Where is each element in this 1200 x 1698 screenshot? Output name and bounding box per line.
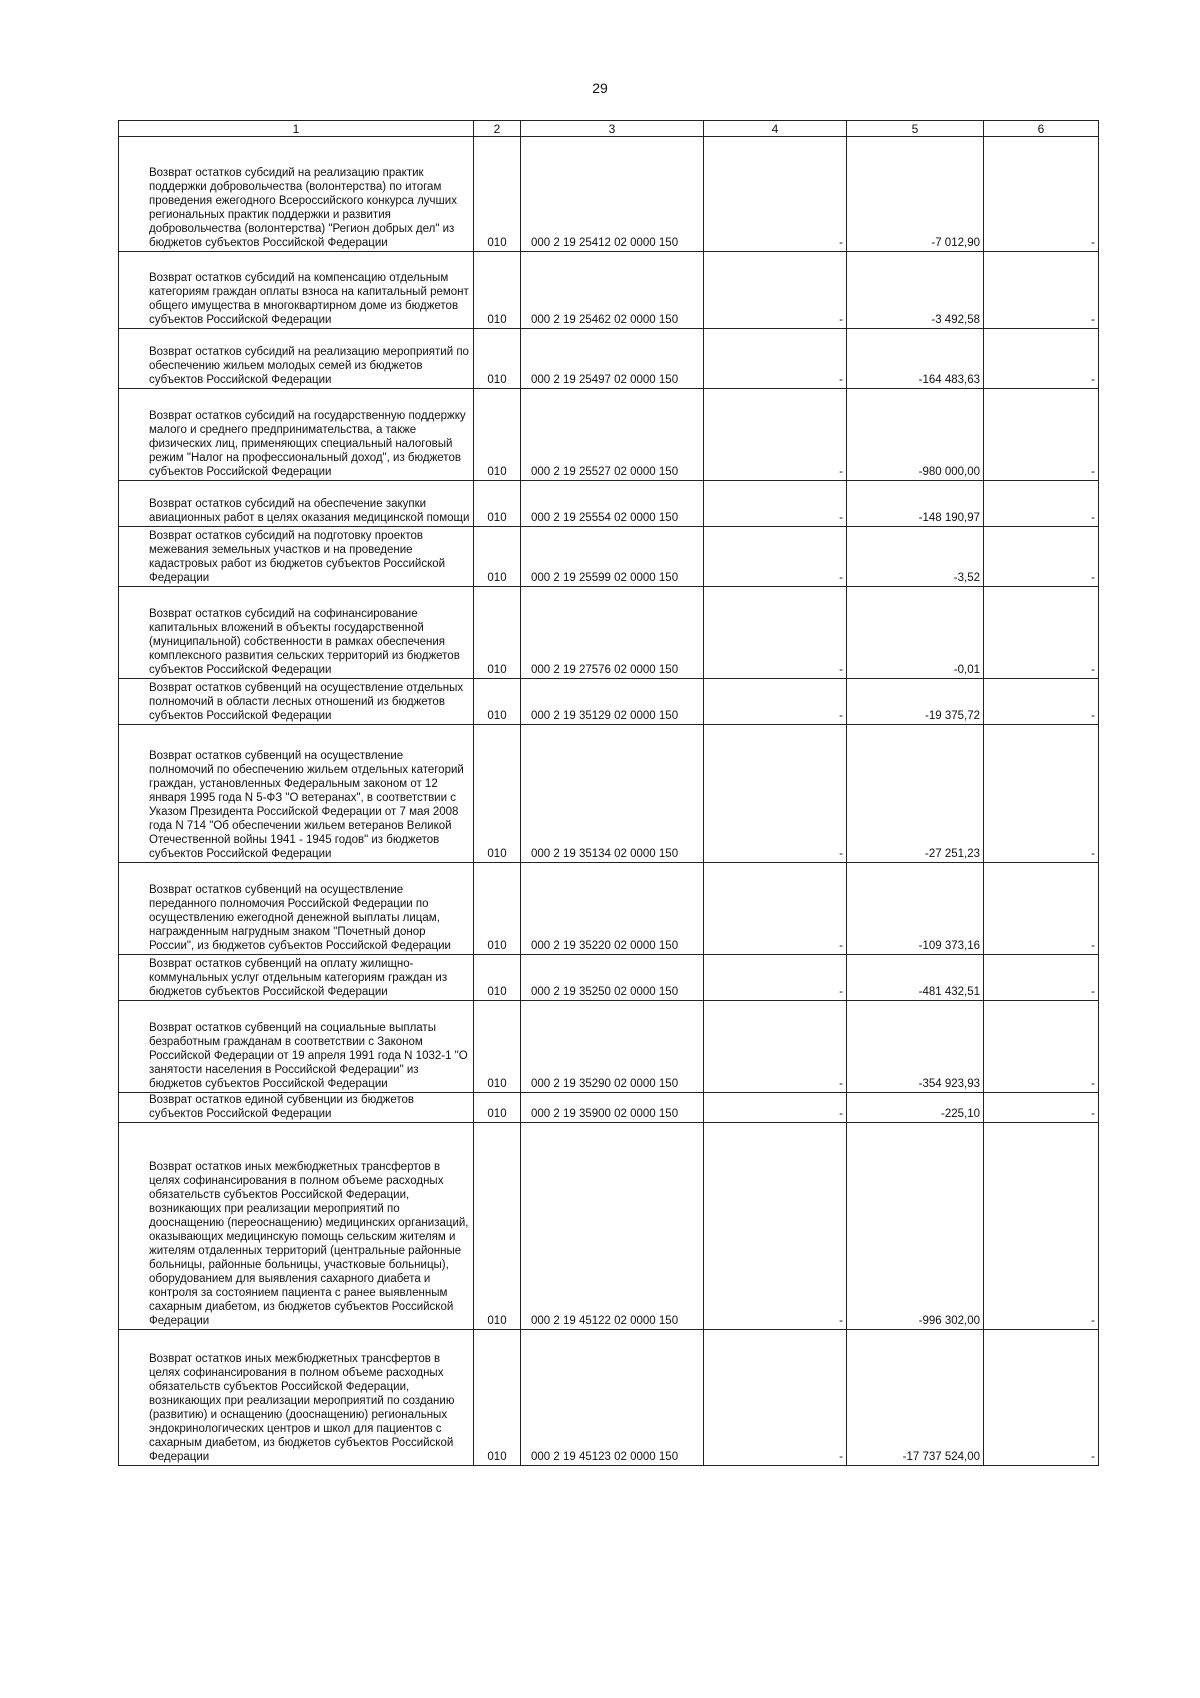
budget-code-cell: 000 2 19 25599 02 0000 150 [521,527,704,587]
column-header-5: 5 [847,121,984,137]
table-row [119,389,1099,481]
amount-cell: -481 432,51 [847,955,984,1001]
admin-code-cell: 010 [474,679,521,725]
budget-code-cell: 000 2 19 35129 02 0000 150 [521,679,704,725]
row-description: Возврат остатков субвенций на осуществление полномочий по обеспечению жильем отдельных категорий граждан, установленных Федеральным законом от 12 января 1995 года N 5-ФЗ "О ветеранах", в соответствии с Указом Президента Российской Федерации от 7 мая 2008 года N 714 "Об обеспечении жильем ветеранов Великой Отечественной войны 1941 - 1945 годов" из бюджетов субъектов Российской Федерации [119,725,474,863]
budget-code-cell: 000 2 19 25554 02 0000 150 [521,481,704,527]
table-row [119,1330,1099,1466]
column-4-cell: - [704,1093,847,1123]
table-row [119,1093,1099,1123]
amount-cell: -354 923,93 [847,1001,984,1093]
column-6-cell: - [984,725,1099,863]
row-description: Возврат остатков субсидий на софинансирование капитальных вложений в объекты государственной (муниципальной) собственности в рамках обеспечения комплексного развития сельских территорий из бюджетов субъектов Российской Федерации [119,587,474,679]
column-6-cell: - [984,1330,1099,1466]
admin-code-cell: 010 [474,252,521,329]
row-description: Возврат остатков единой субвенции из бюджетов субъектов Российской Федерации [119,1093,474,1123]
admin-code-cell: 010 [474,955,521,1001]
amount-cell: -19 375,72 [847,679,984,725]
column-4-cell: - [704,252,847,329]
column-4-cell: - [704,587,847,679]
amount-cell: -164 483,63 [847,329,984,389]
admin-code-cell: 010 [474,137,521,252]
budget-code-cell: 000 2 19 35220 02 0000 150 [521,863,704,955]
column-4-cell: - [704,955,847,1001]
column-6-cell: - [984,527,1099,587]
column-4-cell: - [704,527,847,587]
admin-code-cell: 010 [474,329,521,389]
amount-cell: -0,01 [847,587,984,679]
column-4-cell: - [704,1123,847,1330]
column-6-cell: - [984,389,1099,481]
row-description: Возврат остатков субсидий на государственную поддержку малого и среднего предпринимательства, а также физических лиц, применяющих специальный налоговый режим "Налог на профессиональный доход", из бюджетов субъектов Российской Федерации [119,389,474,481]
amount-cell: -3,52 [847,527,984,587]
column-header-3: 3 [521,121,704,137]
table-row [119,679,1099,725]
row-description: Возврат остатков субвенций на социальные выплаты безработным гражданам в соответствии с Законом Российской Федерации от 19 апреля 1991 года N 1032-1 "О занятости населения в Российской Федерации" из бюджетов субъектов Российской Федерации [119,1001,474,1093]
budget-code-cell: 000 2 19 35900 02 0000 150 [521,1093,704,1123]
column-4-cell: - [704,679,847,725]
column-4-cell: - [704,1001,847,1093]
amount-cell: -3 492,58 [847,252,984,329]
row-description: Возврат остатков субсидий на реализацию практик поддержки добровольчества (волонтерства) по итогам проведения ежегодного Всероссийского конкурса лучших региональных практик поддержки и развития добровольчества (волонтерства) "Регион добрых дел" из бюджетов субъектов Российской Федерации [119,137,474,252]
budget-code-cell: 000 2 19 25497 02 0000 150 [521,329,704,389]
admin-code-cell: 010 [474,587,521,679]
column-6-cell: - [984,1001,1099,1093]
column-4-cell: - [704,389,847,481]
table-row [119,1001,1099,1093]
column-6-cell: - [984,955,1099,1001]
page-number: 29 [592,80,608,96]
column-4-cell: - [704,329,847,389]
column-6-cell: - [984,329,1099,389]
amount-cell: -17 737 524,00 [847,1330,984,1466]
budget-code-cell: 000 2 19 27576 02 0000 150 [521,587,704,679]
budget-code-cell: 000 2 19 45122 02 0000 150 [521,1123,704,1330]
column-6-cell: - [984,137,1099,252]
row-description: Возврат остатков иных межбюджетных трансфертов в целях софинансирования в полном объеме расходных обязательств субъектов Российской Федерации, возникающих при реализации мероприятий по дооснащению (переоснащению) медицинских организаций, оказывающих медицинскую помощь сельским жителям и жителям отдаленных территорий (центральные районные больницы, районные больницы, участковые больницы), оборудованием для выявления сахарного диабета и контроля за состоянием пациента с ранее выявленным сахарным диабетом, из бюджетов субъектов Российской Федерации [119,1123,474,1330]
column-6-cell: - [984,679,1099,725]
row-description: Возврат остатков субвенций на осуществление переданного полномочия Российской Федерации по осуществлению ежегодной денежной выплаты лицам, награжденным нагрудным знаком "Почетный донор России", из бюджетов субъектов Российской Федерации [119,863,474,955]
amount-cell: -225,10 [847,1093,984,1123]
column-6-cell: - [984,252,1099,329]
budget-table [118,120,1099,1466]
admin-code-cell: 010 [474,1093,521,1123]
row-description: Возврат остатков субвенций на оплату жилищно-коммунальных услуг отдельным категориям граждан из бюджетов субъектов Российской Федерации [119,955,474,1001]
table-row [119,137,1099,252]
admin-code-cell: 010 [474,527,521,587]
row-description: Возврат остатков субвенций на осуществление отдельных полномочий в области лесных отношений из бюджетов субъектов Российской Федерации [119,679,474,725]
admin-code-cell: 010 [474,1330,521,1466]
budget-code-cell: 000 2 19 25527 02 0000 150 [521,389,704,481]
amount-cell: -27 251,23 [847,725,984,863]
row-description: Возврат остатков иных межбюджетных трансфертов в целях софинансирования в полном объеме расходных обязательств субъектов Российской Федерации, возникающих при реализации мероприятий по созданию (развитию) и оснащению (дооснащению) региональных эндокринологических центров и школ для пациентов с сахарным диабетом, из бюджетов субъектов Российской Федерации [119,1330,474,1466]
admin-code-cell: 010 [474,481,521,527]
column-header-4: 4 [704,121,847,137]
amount-cell: -980 000,00 [847,389,984,481]
column-4-cell: - [704,863,847,955]
row-description: Возврат остатков субсидий на обеспечение закупки авиационных работ в целях оказания медицинской помощи [119,481,474,527]
budget-code-cell: 000 2 19 35290 02 0000 150 [521,1001,704,1093]
table-row [119,481,1099,527]
table-row [119,252,1099,329]
admin-code-cell: 010 [474,1123,521,1330]
admin-code-cell: 010 [474,725,521,863]
column-6-cell: - [984,863,1099,955]
table-row [119,1123,1099,1330]
column-6-cell: - [984,481,1099,527]
column-header-2: 2 [474,121,521,137]
budget-code-cell: 000 2 19 45123 02 0000 150 [521,1330,704,1466]
column-header-6: 6 [984,121,1099,137]
table-row [119,725,1099,863]
admin-code-cell: 010 [474,1001,521,1093]
column-6-cell: - [984,1123,1099,1330]
amount-cell: -996 302,00 [847,1123,984,1330]
table-row [119,329,1099,389]
table-row [119,863,1099,955]
table-header-row [119,121,1099,137]
admin-code-cell: 010 [474,863,521,955]
amount-cell: -109 373,16 [847,863,984,955]
column-4-cell: - [704,137,847,252]
table-row [119,587,1099,679]
column-6-cell: - [984,1093,1099,1123]
column-4-cell: - [704,481,847,527]
budget-code-cell: 000 2 19 35134 02 0000 150 [521,725,704,863]
row-description: Возврат остатков субсидий на подготовку проектов межевания земельных участков и на проведение кадастровых работ из бюджетов субъектов Российской Федерации [119,527,474,587]
column-header-1: 1 [119,121,474,137]
row-description: Возврат остатков субсидий на компенсацию отдельным категориям граждан оплаты взноса на капитальный ремонт общего имущества в многоквартирном доме из бюджетов субъектов Российской Федерации [119,252,474,329]
column-6-cell: - [984,587,1099,679]
budget-code-cell: 000 2 19 25462 02 0000 150 [521,252,704,329]
table-row [119,955,1099,1001]
budget-code-cell: 000 2 19 25412 02 0000 150 [521,137,704,252]
amount-cell: -7 012,90 [847,137,984,252]
table-body [119,137,1099,1466]
admin-code-cell: 010 [474,389,521,481]
column-4-cell: - [704,725,847,863]
column-4-cell: - [704,1330,847,1466]
budget-code-cell: 000 2 19 35250 02 0000 150 [521,955,704,1001]
amount-cell: -148 190,97 [847,481,984,527]
row-description: Возврат остатков субсидий на реализацию мероприятий по обеспечению жильем молодых семей из бюджетов субъектов Российской Федерации [119,329,474,389]
table-row [119,527,1099,587]
